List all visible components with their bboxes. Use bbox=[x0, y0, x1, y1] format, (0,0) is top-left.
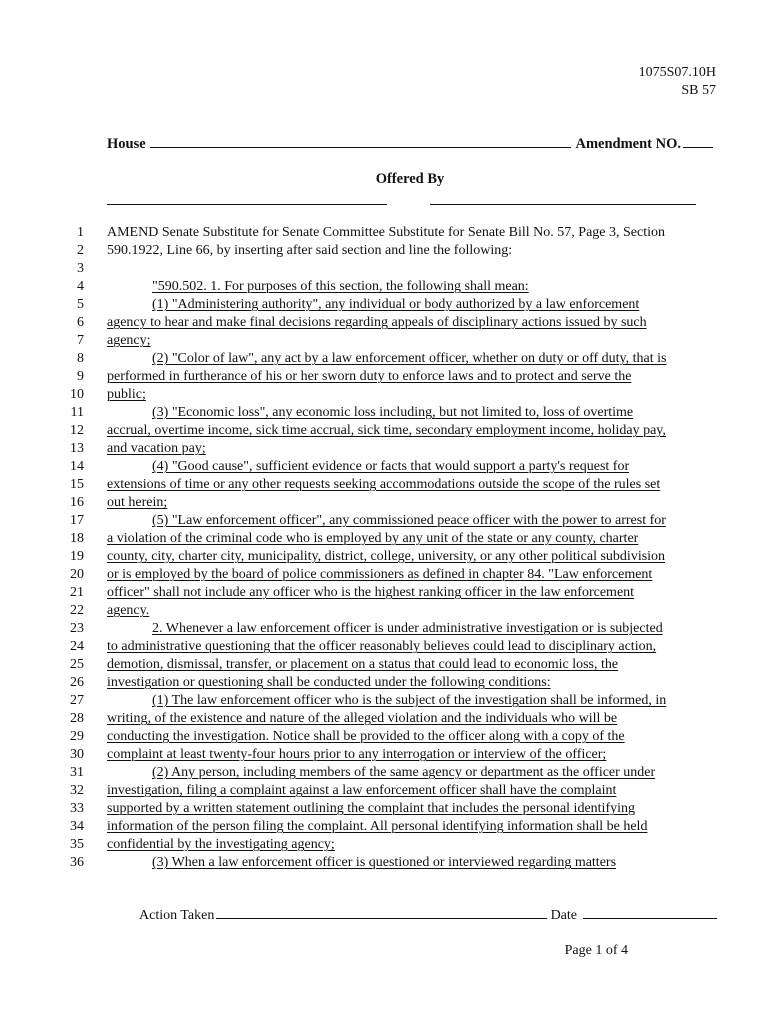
line-text: public; bbox=[107, 387, 146, 402]
line-text: "590.502. 1. For purposes of this section, the following shall mean: bbox=[152, 279, 529, 294]
line-number: 15 bbox=[70, 477, 84, 492]
line-text-container bbox=[107, 800, 717, 818]
line-text: (3) When a law enforcement officer is questioned or interviewed regarding matters bbox=[152, 855, 617, 870]
line-text: supported by a written statement outlining the complaint that includes the personal identifying bbox=[107, 801, 635, 816]
line-number: 8 bbox=[77, 351, 84, 366]
document-line bbox=[0, 242, 770, 260]
amendment-number-blank bbox=[683, 135, 713, 148]
document-line bbox=[0, 494, 770, 512]
line-text: a violation of the criminal code who is employed by any unit of the state or any county, charter bbox=[107, 531, 639, 546]
document-line bbox=[0, 584, 770, 602]
amendment-body bbox=[0, 224, 770, 872]
document-line bbox=[0, 332, 770, 350]
document-line bbox=[0, 512, 770, 530]
document-line bbox=[0, 728, 770, 746]
house-blank bbox=[150, 135, 572, 148]
line-number: 25 bbox=[70, 657, 84, 672]
line-text-container bbox=[107, 368, 717, 386]
document-identifier bbox=[639, 64, 716, 100]
line-number: 17 bbox=[70, 513, 84, 528]
document-line bbox=[0, 836, 770, 854]
line-number: 12 bbox=[70, 423, 84, 438]
line-number: 33 bbox=[70, 801, 84, 816]
line-text-container bbox=[107, 620, 717, 638]
line-number: 3 bbox=[77, 261, 84, 276]
line-number: 29 bbox=[70, 729, 84, 744]
offered-by-label: Offered By bbox=[375, 171, 445, 187]
line-text: investigation or questioning shall be conducted under the following conditions: bbox=[107, 675, 551, 690]
line-text-container bbox=[107, 836, 717, 854]
line-text-container bbox=[107, 404, 717, 422]
document-line bbox=[0, 782, 770, 800]
line-text: extensions of time or any other requests seeking accommodations outside the scope of the rules set bbox=[107, 477, 661, 492]
line-text-container bbox=[107, 314, 717, 332]
date-label: Date bbox=[550, 908, 577, 923]
line-text-container bbox=[107, 746, 717, 764]
document-line bbox=[0, 764, 770, 782]
document-line bbox=[0, 350, 770, 368]
line-number: 13 bbox=[70, 441, 84, 456]
document-line bbox=[0, 674, 770, 692]
line-number: 18 bbox=[70, 531, 84, 546]
line-text: confidential by the investigating agency; bbox=[107, 837, 335, 852]
line-number: 30 bbox=[70, 747, 84, 762]
line-number: 23 bbox=[70, 621, 84, 636]
offered-by-signature-line-left bbox=[107, 204, 387, 205]
document-line bbox=[0, 854, 770, 872]
line-number: 21 bbox=[70, 585, 84, 600]
page-number: Page 1 of 4 bbox=[564, 943, 628, 958]
line-text-container bbox=[107, 692, 717, 710]
offered-by-signature-line-right bbox=[430, 204, 696, 205]
line-number: 31 bbox=[70, 765, 84, 780]
document-line bbox=[0, 296, 770, 314]
action-taken-line bbox=[139, 906, 717, 924]
line-text-container bbox=[107, 242, 717, 260]
line-text-container bbox=[107, 512, 717, 530]
line-text: performed in furtherance of his or her sworn duty to enforce laws and to protect and serve the bbox=[107, 369, 632, 384]
line-number: 36 bbox=[70, 855, 84, 870]
line-text-container bbox=[107, 440, 717, 458]
line-number: 20 bbox=[70, 567, 84, 582]
line-text: (2) "Color of law", any act by a law enforcement officer, whether on duty or off duty, that is bbox=[152, 351, 667, 366]
bill-number: SB 57 bbox=[681, 83, 716, 98]
action-taken-blank bbox=[216, 906, 546, 919]
line-text-container bbox=[107, 566, 717, 584]
line-text: (1) "Administering authority", any individual or body authorized by a law enforcement bbox=[152, 297, 640, 312]
line-text-container bbox=[107, 458, 717, 476]
document-line bbox=[0, 656, 770, 674]
line-text: agency. bbox=[107, 603, 150, 618]
document-line bbox=[0, 800, 770, 818]
line-text-container bbox=[107, 530, 717, 548]
line-number: 19 bbox=[70, 549, 84, 564]
line-text-container bbox=[107, 818, 717, 836]
document-line bbox=[0, 278, 770, 296]
document-line bbox=[0, 404, 770, 422]
document-line bbox=[0, 260, 770, 278]
document-line bbox=[0, 314, 770, 332]
line-text-container bbox=[107, 602, 717, 620]
document-line bbox=[0, 818, 770, 836]
house-label: House bbox=[107, 136, 146, 152]
line-text-container bbox=[107, 638, 717, 656]
line-number: 24 bbox=[70, 639, 84, 654]
document-line bbox=[0, 386, 770, 404]
line-text-container bbox=[107, 674, 717, 692]
line-text-container bbox=[107, 494, 717, 512]
line-number: 1 bbox=[77, 225, 84, 240]
line-text: (3) "Economic loss", any economic loss including, but not limited to, loss of overtime bbox=[152, 405, 634, 420]
line-text: complaint at least twenty-four hours prior to any interrogation or interview of the officer; bbox=[107, 747, 607, 762]
document-line bbox=[0, 710, 770, 728]
line-number: 2 bbox=[77, 243, 84, 258]
line-number: 35 bbox=[70, 837, 84, 852]
line-text: conducting the investigation. Notice shall be provided to the officer along with a copy of the bbox=[107, 729, 625, 744]
line-text: agency; bbox=[107, 333, 151, 348]
line-number: 27 bbox=[70, 693, 84, 708]
line-text-container bbox=[107, 332, 717, 350]
line-number: 5 bbox=[77, 297, 84, 312]
line-text-container bbox=[107, 782, 717, 800]
line-text: agency to hear and make final decisions regarding appeals of disciplinary actions issued by such bbox=[107, 315, 647, 330]
document-line bbox=[0, 746, 770, 764]
document-line bbox=[0, 476, 770, 494]
line-text-container bbox=[107, 728, 717, 746]
line-text-container bbox=[107, 224, 717, 242]
line-text: (2) Any person, including members of the same agency or department as the officer under bbox=[152, 765, 656, 780]
line-number: 16 bbox=[70, 495, 84, 510]
document-line bbox=[0, 548, 770, 566]
line-number: 28 bbox=[70, 711, 84, 726]
line-number: 26 bbox=[70, 675, 84, 690]
line-text: demotion, dismissal, transfer, or placement on a status that could lead to economic loss, the bbox=[107, 657, 619, 672]
house-amendment-line bbox=[107, 135, 713, 153]
line-number: 6 bbox=[77, 315, 84, 330]
document-line bbox=[0, 422, 770, 440]
line-text-container bbox=[107, 350, 717, 368]
line-text: information of the person filing the complaint. All personal identifying information shall be held bbox=[107, 819, 648, 834]
document-line bbox=[0, 368, 770, 386]
line-text-container bbox=[107, 764, 717, 782]
line-text: (1) The law enforcement officer who is the subject of the investigation shall be informed, in bbox=[152, 693, 667, 708]
doc-number: 1075S07.10H bbox=[638, 65, 716, 80]
line-text: (4) "Good cause", sufficient evidence or facts that would support a party's request for bbox=[152, 459, 630, 474]
document-line bbox=[0, 440, 770, 458]
action-taken-label: Action Taken bbox=[139, 908, 215, 923]
amendment-number-label: Amendment NO. bbox=[575, 136, 681, 152]
document-line bbox=[0, 530, 770, 548]
line-text-container bbox=[107, 386, 717, 404]
line-number: 11 bbox=[70, 405, 84, 420]
line-text: writing, of the existence and nature of the alleged violation and the individuals who will be bbox=[107, 711, 618, 726]
document-line bbox=[0, 566, 770, 584]
line-text: county, city, charter city, municipality, district, college, university, or any other political subdivision bbox=[107, 549, 666, 564]
line-text-container bbox=[107, 656, 717, 674]
line-number: 7 bbox=[77, 333, 84, 348]
line-text: and vacation pay; bbox=[107, 441, 206, 456]
line-text: investigation, filing a complaint against a law enforcement officer shall have the complaint bbox=[107, 783, 617, 798]
line-number: 9 bbox=[77, 369, 84, 384]
line-number: 4 bbox=[77, 279, 84, 294]
line-text: to administrative questioning that the officer reasonably believes could lead to disciplinary action, bbox=[107, 639, 657, 654]
document-line bbox=[0, 692, 770, 710]
line-text: officer" shall not include any officer who is the highest ranking officer in the law enforcement bbox=[107, 585, 635, 600]
line-text-container bbox=[107, 548, 717, 566]
line-text: out herein; bbox=[107, 495, 168, 510]
line-text-container bbox=[107, 278, 717, 296]
line-text-container bbox=[107, 476, 717, 494]
document-line bbox=[0, 602, 770, 620]
line-text-container bbox=[107, 296, 717, 314]
line-text-container bbox=[107, 422, 717, 440]
line-text: 2. Whenever a law enforcement officer is under administrative investigation or is subjected bbox=[152, 621, 663, 636]
line-text: or is employed by the board of police commissioners as defined in chapter 84. "Law enforcement bbox=[107, 567, 653, 582]
line-text-container bbox=[107, 710, 717, 728]
line-number: 34 bbox=[70, 819, 84, 834]
line-text-container bbox=[107, 584, 717, 602]
line-text-container bbox=[107, 854, 717, 872]
date-blank bbox=[583, 906, 717, 919]
line-number: 32 bbox=[70, 783, 84, 798]
line-number: 14 bbox=[70, 459, 84, 474]
line-number: 22 bbox=[70, 603, 84, 618]
line-number: 10 bbox=[70, 387, 84, 402]
line-text: accrual, overtime income, sick time accrual, sick time, secondary employment income, holiday pay, bbox=[107, 423, 666, 438]
line-text: (5) "Law enforcement officer", any commissioned peace officer with the power to arrest for bbox=[152, 513, 666, 528]
line-text: AMEND Senate Substitute for Senate Committee Substitute for Senate Bill No. 57, Page 3, Section bbox=[107, 225, 665, 240]
document-line bbox=[0, 620, 770, 638]
document-line bbox=[0, 638, 770, 656]
document-line bbox=[0, 224, 770, 242]
document-line bbox=[0, 458, 770, 476]
line-text: 590.1922, Line 66, by inserting after said section and line the following: bbox=[107, 243, 513, 258]
